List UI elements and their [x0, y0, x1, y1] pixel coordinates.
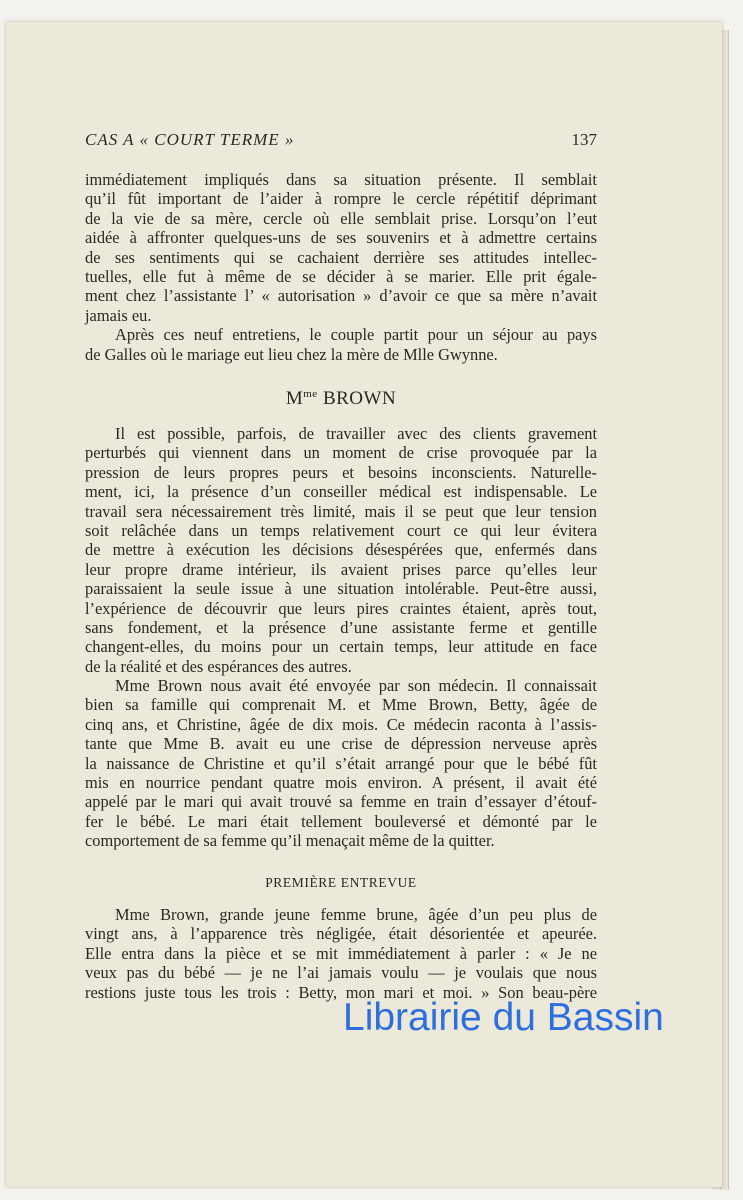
text-line: de Galles où le mariage eut lieu chez la mère de Mlle Gwynne.: [85, 344, 498, 364]
text-block-1: [85, 170, 597, 364]
text-line: perturbés qui viennent dans un moment de crise provoquée par la: [85, 443, 597, 463]
text-line: jamais eu.: [85, 305, 152, 325]
text-line: ment, ici, la présence d’un conseiller médical est indispensable. Le: [85, 482, 597, 502]
text-line: l’expérience de découvrir que leurs pires craintes étaient, après tout,: [85, 598, 597, 618]
running-title: CAS A « COURT TERME »: [85, 130, 295, 149]
text-line: immédiatement impliqués dans sa situation présente. Il semblait: [85, 170, 597, 189]
text-line: la naissance de Christine et qu’il s’était arrangé pour que le bébé fût: [85, 753, 597, 773]
text-line: fer le bébé. Le mari était tellement bouleversé et démonté par le: [85, 811, 597, 831]
text-line: restions juste tous les trois : Betty, mon mari et moi. » Son beau-père: [85, 982, 597, 1002]
text-line: de mettre à exécution les décisions désespérées que, enfermés dans: [85, 540, 597, 560]
text-line: soit relâchée dans un temps relativement court ce qui leur évitera: [85, 520, 597, 540]
text-line: ment chez l’assistante l’ « autorisation » d’avoir ce que sa mère n’avait: [85, 286, 597, 306]
text-line: tuelles, elle fut à même de se décider à se marier. Elle prit égale-: [85, 266, 597, 286]
text-line: veux pas du bébé — je ne l’ai jamais voulu — je voulais que nous: [85, 963, 597, 983]
text-line: changent-elles, du moins pour un certain temps, leur attitude en face: [85, 637, 597, 657]
text-block-2: [85, 424, 597, 851]
section-heading: [85, 388, 597, 410]
heading-sup: me: [303, 388, 318, 400]
text-line: Mme Brown, grande jeune femme brune, âgée d’un peu plus de: [115, 905, 597, 924]
page-number: 137: [571, 130, 597, 149]
heading-name: BROWN: [322, 388, 397, 409]
text-line: cinq ans, et Christine, âgée de dix mois. Ce médecin raconta à l’assis-: [85, 714, 597, 734]
text-line: Après ces neuf entretiens, le couple partit pour un séjour au pays: [115, 325, 597, 345]
text-line: comportement de sa femme qu’il menaçait même de la quitter.: [85, 831, 495, 851]
text-line: leur propre drame intérieur, ils avaient prises parce qu’elles leur: [85, 559, 597, 579]
text-line: tante que Mme B. avait eu une crise de dépression nerveuse après: [85, 734, 597, 754]
text-line: sans fondement, et la présence d’une assistante ferme et gentille: [85, 617, 597, 637]
text-line: Mme Brown nous avait été envoyée par son médecin. Il connaissait: [115, 676, 597, 696]
running-header: [85, 130, 597, 150]
text-line: qu’il fût important de l’aider à rompre le cercle répétitif déprimant: [85, 189, 597, 209]
text-line: Elle entra dans la pièce et se mit immédiatement à parler : « Je ne: [85, 943, 597, 963]
text-line: Il est possible, parfois, de travailler avec des clients gravement: [115, 424, 597, 443]
subheading: PREMIÈRE ENTREVUE: [265, 875, 417, 890]
text-line: aidée à affronter quelques-uns de ses souvenirs et à admettre certains: [85, 228, 597, 248]
text-line: de ses sentiments qui se cachaient derrière ses attitudes intellec-: [85, 247, 597, 267]
text-line: paraissaient la seule issue à une situation intolérable. Peut-être aussi,: [85, 579, 597, 599]
text-block-3: [85, 905, 597, 1002]
watermark: Librairie du Bassin: [343, 996, 664, 1039]
text-line: pression de leurs propres peurs et besoins inconscients. Naturelle-: [85, 462, 597, 482]
text-line: mis en nourrice pendant quatre mois environ. A présent, il avait été: [85, 773, 597, 793]
text-line: de la vie de sa mère, cercle où elle semblait prise. Lorsqu’on l’eut: [85, 208, 597, 228]
heading-prefix: M: [285, 388, 304, 409]
text-line: vingt ans, à l’apparence très négligée, était désorientée et apeurée.: [85, 924, 597, 944]
text-line: appelé par le mari qui avait trouvé sa femme en train d’essayer d’étouf-: [85, 792, 597, 812]
text-line: bien sa famille qui comprenait M. et Mme Brown, Betty, âgée de: [85, 695, 597, 715]
text-line: travail sera nécessairement très limité, mais il se peut que leur tension: [85, 501, 597, 521]
text-line: de la réalité et des espérances des autres.: [85, 656, 352, 676]
